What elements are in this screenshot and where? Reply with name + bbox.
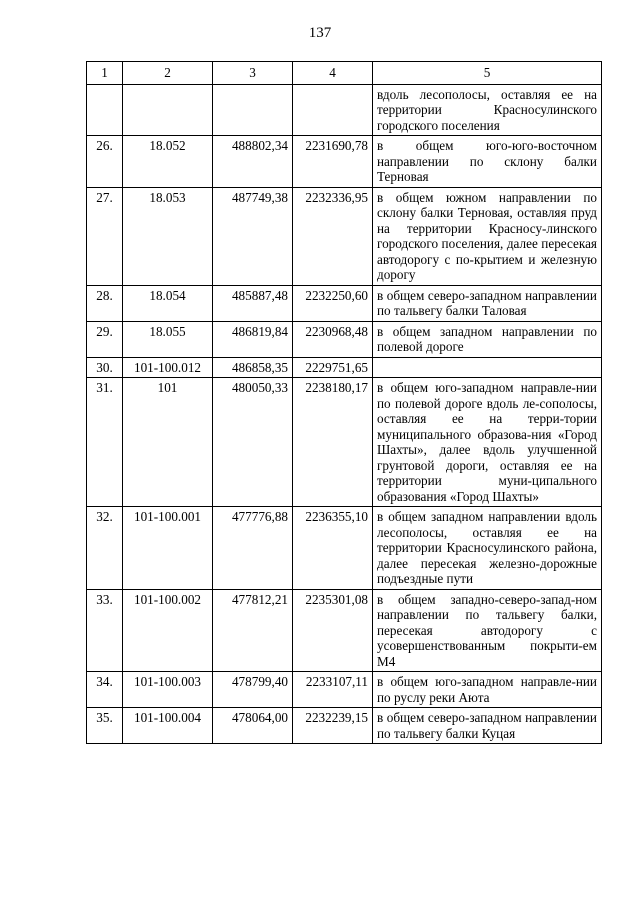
row-number-cell: 32. xyxy=(87,507,123,590)
boundary-description-cell: в общем северо-западном направлении по тальвегу балки Куцая xyxy=(373,708,602,744)
table-row xyxy=(87,357,602,378)
boundary-description-cell: в общем юго-западном направле-нии по руслу реки Аюта xyxy=(373,672,602,708)
boundary-description-cell: вдоль лесополосы, оставляя ее на территории Красносулинского городского поселения xyxy=(373,84,602,136)
x-coordinate-cell: 486858,35 xyxy=(213,357,293,378)
header-cell-4: 4 xyxy=(293,62,373,85)
point-code-cell: 18.054 xyxy=(123,285,213,321)
table-row xyxy=(87,187,602,285)
boundary-description-cell: в общем западном направлении по полевой дороге xyxy=(373,321,602,357)
point-code-cell: 101-100.003 xyxy=(123,672,213,708)
point-code-cell: 101-100.012 xyxy=(123,357,213,378)
x-coordinate-cell xyxy=(213,84,293,136)
row-number-cell: 29. xyxy=(87,321,123,357)
point-code-cell: 18.052 xyxy=(123,136,213,188)
header-cell-1: 1 xyxy=(87,62,123,85)
row-number-cell: 31. xyxy=(87,378,123,507)
y-coordinate-cell: 2238180,17 xyxy=(293,378,373,507)
table-row xyxy=(87,672,602,708)
point-code-cell: 18.053 xyxy=(123,187,213,285)
x-coordinate-cell: 478799,40 xyxy=(213,672,293,708)
row-number-cell xyxy=(87,84,123,136)
x-coordinate-cell: 488802,34 xyxy=(213,136,293,188)
table-row xyxy=(87,589,602,672)
boundary-description-cell: в общем северо-западном направлении по тальвегу балки Таловая xyxy=(373,285,602,321)
header-cell-5: 5 xyxy=(373,62,602,85)
point-code-cell: 101 xyxy=(123,378,213,507)
x-coordinate-cell: 478064,00 xyxy=(213,708,293,744)
header-cell-3: 3 xyxy=(213,62,293,85)
boundary-description-cell: в общем южном направлении по склону балки Терновая, оставляя пруд на территории Красносу-линского городского поселения, далее пересекая автодорогу с по-крытием и железную дорогу xyxy=(373,187,602,285)
boundary-table xyxy=(86,61,602,744)
y-coordinate-cell: 2233107,11 xyxy=(293,672,373,708)
y-coordinate-cell: 2235301,08 xyxy=(293,589,373,672)
boundary-description-cell: в общем юго-юго-восточном направлении по склону балки Терновая xyxy=(373,136,602,188)
boundary-description-cell: в общем западном направлении вдоль лесополосы, оставляя ее на территории Красносулинского района, далее пересекая железно-дорожные подъездные пути xyxy=(373,507,602,590)
row-number-cell: 28. xyxy=(87,285,123,321)
x-coordinate-cell: 480050,33 xyxy=(213,378,293,507)
table-row xyxy=(87,378,602,507)
y-coordinate-cell xyxy=(293,84,373,136)
y-coordinate-cell: 2232336,95 xyxy=(293,187,373,285)
x-coordinate-cell: 477776,88 xyxy=(213,507,293,590)
x-coordinate-cell: 487749,38 xyxy=(213,187,293,285)
boundary-description-cell: в общем западно-северо-запад-ном направлении по тальвегу балки, пересекая автодорогу с усовершенствованным покрыти-ем М4 xyxy=(373,589,602,672)
point-code-cell: 101-100.004 xyxy=(123,708,213,744)
table-row xyxy=(87,708,602,744)
row-number-cell: 30. xyxy=(87,357,123,378)
y-coordinate-cell: 2236355,10 xyxy=(293,507,373,590)
row-number-cell: 26. xyxy=(87,136,123,188)
table-row xyxy=(87,321,602,357)
boundary-description-cell: в общем юго-западном направле-нии по полевой дороге вдоль ле-сополосы, оставляя ее на терри-тории муниципального образова-ния «Город Шахты», далее вдоль улучшенной грунтовой дороги, оставляя ее на территории муни-ципального образования «Город Шахты» xyxy=(373,378,602,507)
table-row xyxy=(87,507,602,590)
point-code-cell: 18.055 xyxy=(123,321,213,357)
y-coordinate-cell: 2232250,60 xyxy=(293,285,373,321)
point-code-cell: 101-100.002 xyxy=(123,589,213,672)
boundary-description-cell xyxy=(373,357,602,378)
row-number-cell: 35. xyxy=(87,708,123,744)
row-number-cell: 34. xyxy=(87,672,123,708)
x-coordinate-cell: 485887,48 xyxy=(213,285,293,321)
table-row xyxy=(87,136,602,188)
y-coordinate-cell: 2232239,15 xyxy=(293,708,373,744)
y-coordinate-cell: 2230968,48 xyxy=(293,321,373,357)
table-row xyxy=(87,84,602,136)
table-row xyxy=(87,285,602,321)
row-number-cell: 33. xyxy=(87,589,123,672)
point-code-cell xyxy=(123,84,213,136)
point-code-cell: 101-100.001 xyxy=(123,507,213,590)
x-coordinate-cell: 486819,84 xyxy=(213,321,293,357)
y-coordinate-cell: 2229751,65 xyxy=(293,357,373,378)
header-cell-2: 2 xyxy=(123,62,213,85)
y-coordinate-cell: 2231690,78 xyxy=(293,136,373,188)
table-header-row xyxy=(87,62,602,85)
x-coordinate-cell: 477812,21 xyxy=(213,589,293,672)
page-number: 137 xyxy=(308,25,332,41)
row-number-cell: 27. xyxy=(87,187,123,285)
